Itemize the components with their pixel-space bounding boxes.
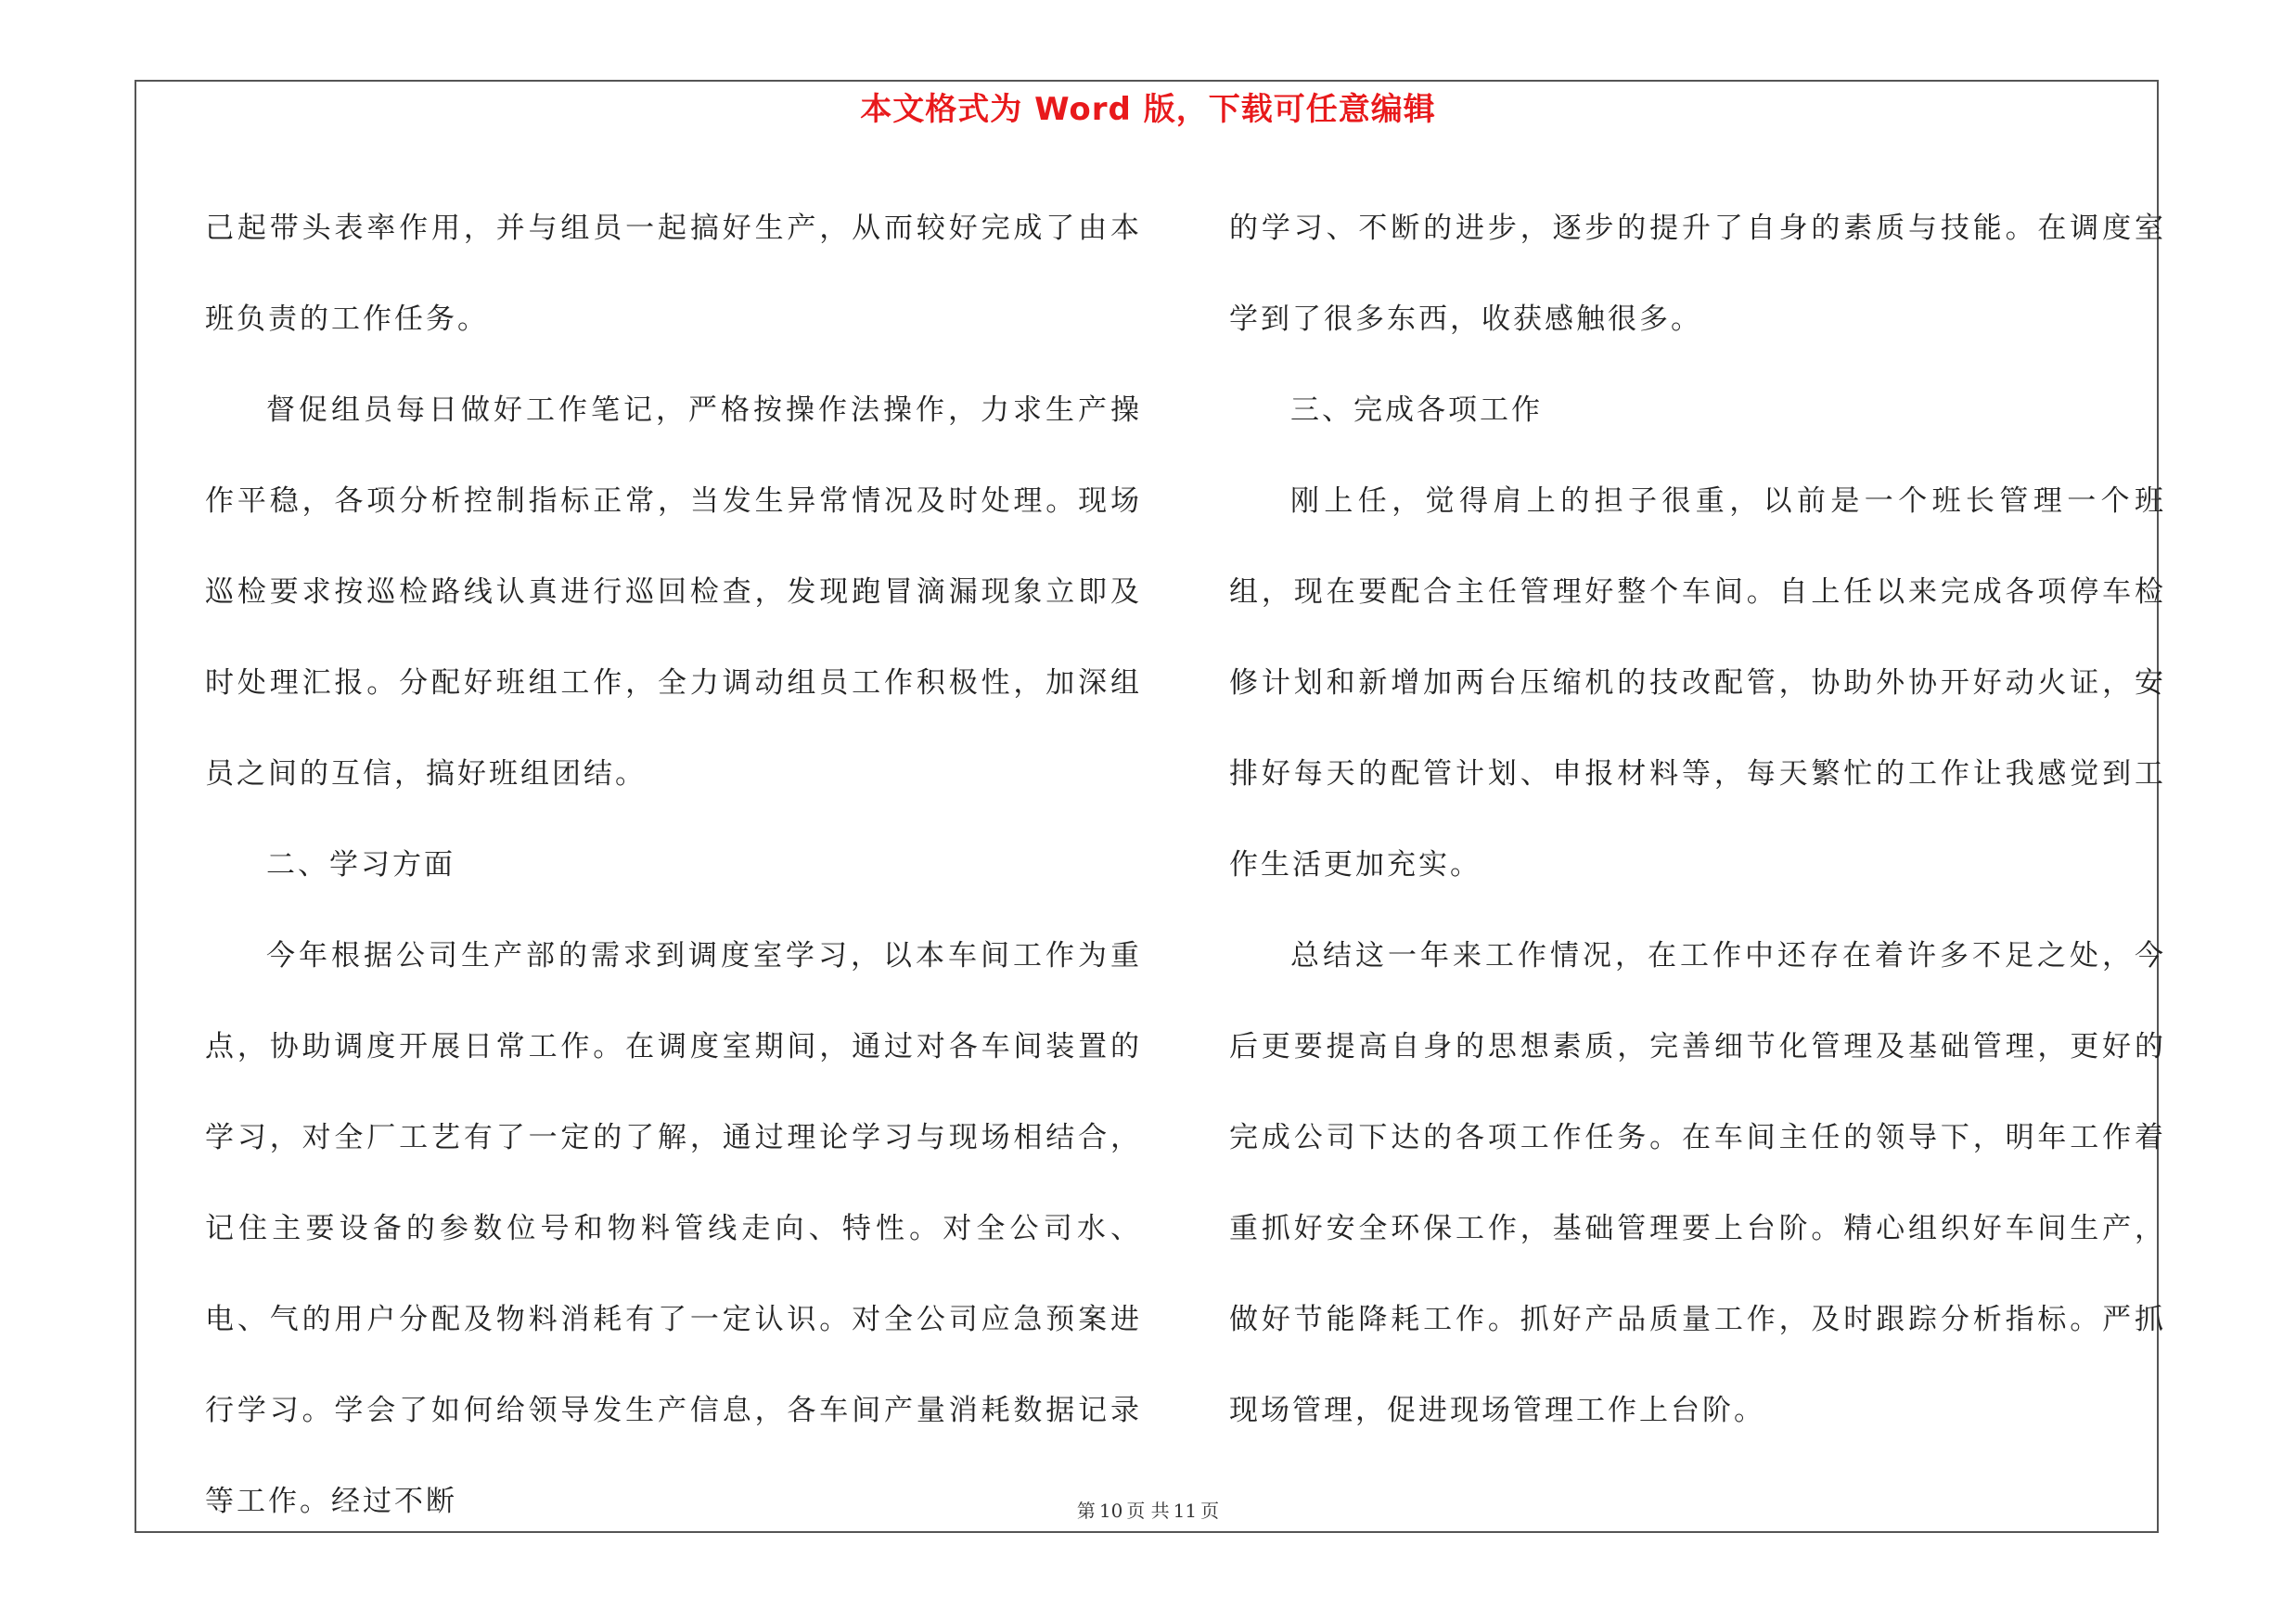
left-column: [205, 183, 1142, 1547]
paragraph: 己起带头表率作用，并与组员一起搞好生产，从而较好完成了由本班负责的工作任务。: [205, 212, 1142, 336]
footer-prefix: 第: [1076, 1500, 1096, 1522]
paragraph: 刚上任，觉得肩上的担子很重，以前是一个班长管理一个班组，现在要配合主任管理好整个车间。自上任以来完成各项停车检修计划和新增加两台压缩机的技改配管，协助外协开好动火证，安排好每天的配管计划、申报材料等，每天繁忙的工作让我感觉到工作生活更加充实。: [1229, 484, 2166, 882]
paragraph: 的学习、不断的进步，逐步的提升了自身的素质与技能。在调度室学到了很多东西，收获感触很多。: [1229, 212, 2166, 336]
section-heading: 三、完成各项工作: [1290, 393, 1543, 427]
right-column: [1229, 183, 2166, 1456]
footer-suffix: 页: [1200, 1500, 1220, 1522]
total-page-number: 11: [1173, 1500, 1198, 1522]
current-page-number: 10: [1098, 1500, 1123, 1522]
word-format-banner: 本文格式为 Word 版，下载可任意编辑: [860, 91, 1436, 128]
paragraph: 总结这一年来工作情况，在工作中还存在着许多不足之处，今后更要提高自身的思想素质，完善细节化管理及基础管理，更好的完成公司下达的各项工作任务。在车间主任的领导下，明年工作着重抓好安全环保工作，基础管理要上台阶。精心组织好车间生产，做好节能降耗工作。抓好产品质量工作，及时跟踪分析指标。严抓现场管理，促进现场管理工作上台阶。: [1229, 939, 2166, 1427]
paragraph: 督促组员每日做好工作笔记，严格按操作法操作，力求生产操作平稳，各项分析控制指标正常，当发生异常情况及时处理。现场巡检要求按巡检路线认真进行巡回检查，发现跑冒滴漏现象立即及时处理汇报。分配好班组工作，全力调动组员工作积极性，加深组员之间的互信，搞好班组团结。: [205, 393, 1142, 791]
page-number-footer: [0, 1496, 2296, 1523]
footer-middle: 页 共: [1126, 1500, 1170, 1522]
paragraph: 今年根据公司生产部的需求到调度室学习，以本车间工作为重点，协助调度开展日常工作。在调度室期间，通过对各车间装置的学习，对全厂工艺有了一定的了解，通过理论学习与现场相结合，记住主要设备的参数位号和物料管线走向、特性。对全公司水、电、气的用户分配及物料消耗有了一定认识。对全公司应急预案进行学习。学会了如何给领导发生产信息，各车间产量消耗数据记录等工作。经过不断: [205, 939, 1142, 1518]
section-heading: 二、学习方面: [266, 848, 455, 882]
